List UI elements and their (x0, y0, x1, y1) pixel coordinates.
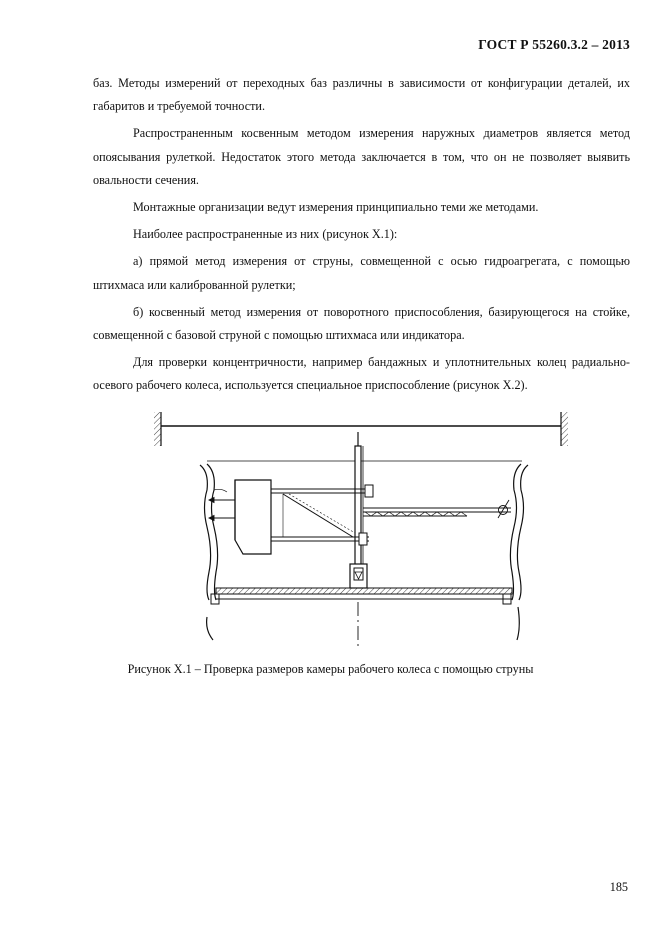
figure-caption: Рисунок Х.1 – Проверка размеров камеры рабочего колеса с помощью струны (127, 662, 534, 676)
measuring-block (235, 480, 271, 554)
measuring-rod (363, 508, 511, 516)
page-number: 185 (609, 880, 628, 894)
right-wall-support (561, 412, 568, 446)
paragraph: а) прямой метод измерения от струны, совмещенной с осью гидроагрегата, с помощью штихмаса или калиброванной рулетки; (93, 254, 630, 292)
chamber-right-wall (510, 464, 528, 640)
paragraph: Для проверки концентричности, например бандажных и уплотнительных колец радиально-осевого рабочего колеса, используется специальное приспособление (рисунок Х.2). (93, 355, 630, 393)
body-text (93, 72, 630, 402)
document-header: ГОСТ Р 55260.3.2 – 2013 (478, 37, 630, 52)
chamber-left-wall (200, 464, 218, 640)
paragraph: баз. Методы измерений от переходных баз различны в зависимости от конфигурации деталей, их габаритов и требуемой точности. (93, 76, 630, 114)
left-wall-support (154, 412, 161, 446)
paragraph: Монтажные организации ведут измерения принципиально теми же методами. (133, 200, 539, 215)
lower-arm (271, 533, 369, 545)
indicator-box (350, 564, 367, 588)
base-plate (211, 588, 512, 604)
turbine-chamber-diagram (147, 402, 577, 650)
paragraph: Распространенным косвенным методом измерения наружных диаметров является метод опоясывания рулеткой. Недостаток этого метода заключается в том, что он не позволяет выявить овальности сечения. (93, 126, 630, 187)
diagonal-brace (283, 494, 355, 537)
figure-x1-drawing (147, 402, 577, 650)
dial-gauge (498, 500, 509, 518)
paragraph: б) косвенный метод измерения от поворотного приспособления, базирующегося на стойке, совмещенной с базовой струной с помощью штихмаса или индикатора. (93, 304, 630, 343)
paragraph: Наиболее распространенные из них (рисунок Х.1): (133, 227, 398, 242)
